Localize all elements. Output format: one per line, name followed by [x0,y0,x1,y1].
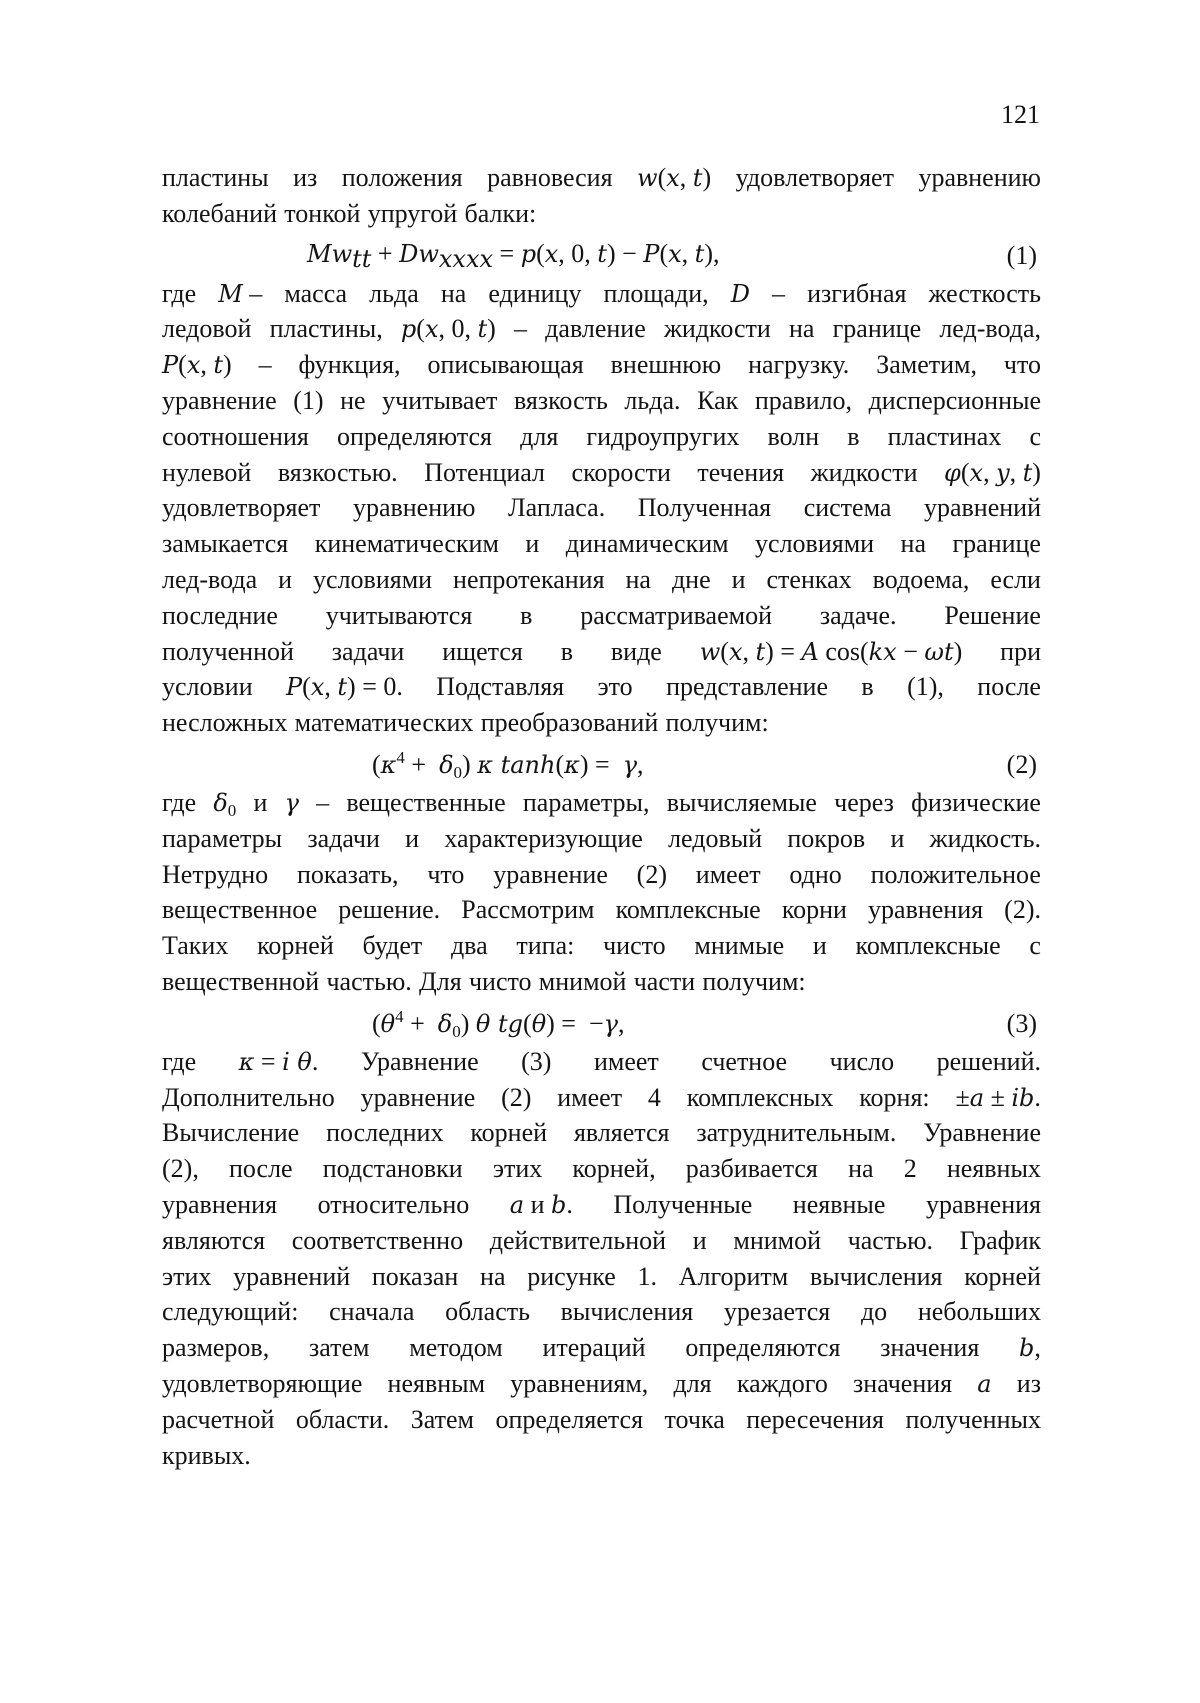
text-line: где $\delta_0$ и γ – вещественные параметры, вычисляемые через физические [162,787,1041,820]
text-line: где M – масса льда на единицу площади, D – изгибная жесткость [162,278,1041,308]
text-line: этих уравнений показан на рисунке 1. Алгоритм вычисления корней [162,1261,1041,1291]
equation [162,744,1041,788]
text-line: лед-вода и условиями непротекания на дне и стенках водоема, если [162,564,1041,594]
text-line: удовлетворяет уравнению Лапласа. Полученная система уравнений [162,493,1041,523]
text-line: Вычисление последних корней является затруднительным. Уравнение [162,1118,1041,1148]
text-line: вещественное решение. Рассмотрим комплексные корни уравнения (2). [162,895,1041,925]
text-line: кривых. [162,1440,251,1470]
text-line: являются соответственно действительной и мнимой частью. График [162,1225,1041,1255]
text-line: где κ = i θ. Уравнение (3) имеет счетное число решений. [162,1046,1041,1076]
equation-formula: $Mw_{tt} + Dw_{xxxx} = p(x$, 0, t) − P(x, t), [307,238,720,273]
text-line: размеров, затем методом итераций определяются значения b, [162,1333,1041,1363]
text-line: соотношения определяются для гидроупругих волн в пластинах с [162,421,1041,451]
text-line: следующий: сначала область вычисления урезается до небольших [162,1297,1041,1327]
text-line: замыкается кинематическим и динамическим условиями на границе [162,529,1041,559]
equation-formula: $(\theta^4 + \delta_0)$ θ tg(θ) = −γ, [372,1006,625,1041]
text-line: Дополнительно уравнение (2) имеет 4 комплексных корня: ±a ± ib. [162,1082,1041,1112]
page-number: 121 [1001,100,1040,129]
equation-formula: $(\kappa^4 + \delta_0)$ κ tanh(κ) = γ, [372,747,644,782]
text-line: Нетрудно показать, что уравнение (2) имеет одно положительное [162,859,1041,889]
text-line: последние учитываются в рассматриваемой задаче. Решение [162,600,1041,630]
text-line: параметры задачи и характеризующие ледовый покров и жидкость. [162,823,1041,853]
text-line: (2), после подстановки этих корней, разбивается на 2 неявных [162,1154,1041,1184]
text-line: расчетной области. Затем определяется точка пересечения полученных [162,1404,1041,1434]
text-line: колебаний тонкой упругой балки: [162,198,537,228]
text-line: условии P(x, t) = 0. Подставляя это представление в (1), после [162,672,1041,702]
equation [162,235,1041,279]
text-line: уравнения относительно a и b. Полученные неявные уравнения [162,1189,1041,1219]
equation [162,1003,1041,1047]
text-line: вещественной частью. Для чисто мнимой части получим: [162,966,806,996]
text-line: P(x, t) – функция, описывающая внешнюю нагрузку. Заметим, что [162,350,1041,380]
text-line: полученной задачи ищется в виде w(x, t) = A cos(kx − ωt) при [162,636,1041,666]
equation-number: (2) [1006,749,1037,779]
text-line: уравнение (1) не учитывает вязкость льда. Как правило, дисперсионные [162,385,1041,415]
text-line: несложных математических преобразований получим: [162,708,769,738]
text-line: нулевой вязкостью. Потенциал скорости течения жидкости φ(x, y, t) [162,457,1041,487]
equation-number: (1) [1006,240,1037,270]
text-line: Таких корней будет два типа: чисто мнимые и комплексные с [162,931,1041,961]
body-text [162,163,1041,1476]
text-line: ледовой пластины, p(x, 0, t) – давление жидкости на границе лед-вода, [162,314,1041,344]
text-line: удовлетворяющие неявным уравнениям, для каждого значения a из [162,1368,1041,1398]
text-line: пластины из положения равновесия w(x, t) удовлетворяет уравнению [162,163,1041,192]
equation-number: (3) [1006,1008,1037,1038]
